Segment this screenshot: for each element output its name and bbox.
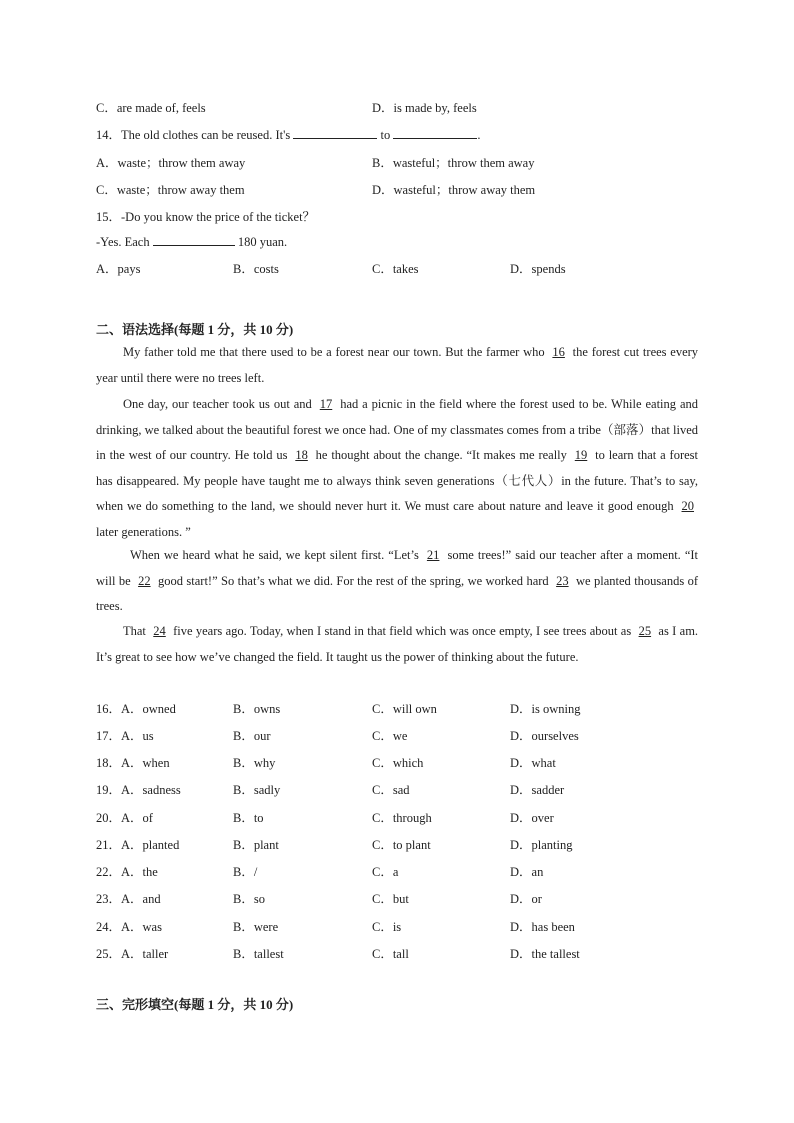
option-d: D．spends	[510, 262, 566, 276]
option-d: D．sadder	[510, 783, 565, 797]
option-c: C．are made of, feels	[96, 101, 206, 115]
q15-options	[96, 259, 700, 277]
option-c: C．takes	[372, 262, 419, 276]
option-c: C．is	[372, 920, 402, 934]
blank-20: 20	[681, 499, 695, 513]
answer-blank	[293, 126, 377, 139]
section-3-heading: 三、完形填空(每题 1 分，共 10 分)	[96, 997, 294, 1012]
q14-options-ab	[96, 153, 700, 171]
option-row	[96, 862, 700, 880]
option-c: C．will own	[372, 702, 437, 716]
option-row	[96, 944, 700, 962]
blank-18: 18	[295, 448, 308, 462]
option-d: D．is made by, feels	[372, 101, 477, 115]
blank-24: 24	[153, 624, 166, 638]
option-c: C．through	[372, 811, 432, 825]
section-2-heading: 二、语法选择(每题 1 分，共 10 分)	[96, 322, 294, 337]
option-row	[96, 917, 700, 935]
option-b: B．so	[233, 892, 265, 906]
option-a: 19．A．sadness	[96, 783, 181, 797]
option-c: C．to plant	[372, 838, 431, 852]
option-d: D．an	[510, 865, 544, 879]
passage-paragraph-3: When we heard what he said, we kept silent first. “Let’s 21 some trees!” said our teacher after a moment. “It will be 22 good start!” So that’s what we did. For the rest of the spring, we worked hard 23 we planted thousands of trees.	[96, 548, 699, 613]
blank-19: 19	[574, 448, 588, 462]
q14-options-cd	[96, 180, 700, 198]
option-d: D．ourselves	[510, 729, 579, 743]
option-d: D．wasteful；throw away them	[372, 183, 536, 197]
option-row	[96, 726, 700, 744]
option-a: 21．A．planted	[96, 838, 180, 852]
passage-paragraph-4: That 24 five years ago. Today, when I stand in that field which was once empty, I see trees about as 25 as I am. It’s great to see how we’ve changed the field. It taught us the power of thinking about the future.	[96, 624, 699, 664]
option-row	[96, 808, 700, 826]
option-b: B．why	[233, 756, 276, 770]
option-row	[96, 699, 700, 717]
option-a: 25．A．taller	[96, 947, 169, 961]
option-d: D．planting	[510, 838, 573, 852]
option-b: B．were	[233, 920, 279, 934]
blank-23: 23	[556, 573, 569, 588]
option-b: B．/	[233, 865, 258, 879]
passage-paragraph-2: One day, our teacher took us out and 17 had a picnic in the field where the forest used to be. While eating and drinking, we talked about the beautiful forest we once had. One of my classmates comes from a tribe（部落）that lived in the west of our country. He told us 18 he thought about the change. “It makes me really 19 to learn that a forest has disappeared. My people have taught me to always think seven generations（七代人）in the future. That’s to say, when we do something to the land, we should never hurt it. We must care about nature and leave it good enough 20 later generations. ”	[96, 397, 698, 539]
option-c: C．we	[372, 729, 408, 743]
option-b: B．wasteful；throw them away	[372, 156, 535, 170]
question-15-stem: 15．-Do you know the price of the ticket？	[96, 210, 316, 224]
option-c: C．a	[372, 865, 399, 879]
option-d: D．has been	[510, 920, 575, 934]
option-b: B．owns	[233, 702, 281, 716]
option-b: B．costs	[233, 262, 279, 276]
answer-blank	[393, 126, 477, 139]
option-row	[96, 889, 700, 907]
option-c: C．which	[372, 756, 424, 770]
option-a: 18．A．when	[96, 756, 170, 770]
option-a: A．pays	[96, 262, 141, 276]
option-d: D．over	[510, 811, 554, 825]
option-b: B．tallest	[233, 947, 284, 961]
option-c: C．but	[372, 892, 409, 906]
option-row	[96, 753, 700, 771]
option-row	[96, 835, 700, 853]
passage-paragraph-1: My father told me that there used to be a forest near our town. But the farmer who 16 the forest cut trees every year until there were no trees left.	[96, 345, 699, 385]
answer-blank	[153, 233, 235, 246]
question-14-stem: 14．The old clothes can be reused. It's to .	[96, 128, 481, 142]
blank-22: 22	[138, 573, 151, 588]
option-b: B．plant	[233, 838, 279, 852]
blank-17: 17	[319, 397, 333, 411]
option-c: C．tall	[372, 947, 409, 961]
option-c: C．sad	[372, 783, 410, 797]
option-a: 16．A．owned	[96, 702, 176, 716]
option-d: D．what	[510, 756, 556, 770]
option-d: D．the tallest	[510, 947, 580, 961]
option-d: D．or	[510, 892, 542, 906]
option-a: 20．A．of	[96, 811, 153, 825]
option-row	[96, 780, 700, 798]
option-a: 17．A．us	[96, 729, 154, 743]
option-b: B．to	[233, 811, 264, 825]
option-b: B．sadly	[233, 783, 281, 797]
option-a: 24．A．was	[96, 920, 162, 934]
blank-21: 21	[426, 548, 440, 562]
blank-16: 16	[552, 345, 565, 359]
option-c: C．waste；throw away them	[96, 183, 245, 197]
option-a: 22．A．the	[96, 865, 158, 879]
option-a: 23．A．and	[96, 892, 161, 906]
q13-options-cd	[96, 98, 700, 116]
question-15-reply: -Yes. Each 180 yuan.	[96, 235, 288, 249]
option-a: A．waste；throw them away	[96, 156, 246, 170]
blank-25: 25	[638, 624, 652, 638]
option-b: B．our	[233, 729, 271, 743]
option-d: D．is owning	[510, 702, 581, 716]
